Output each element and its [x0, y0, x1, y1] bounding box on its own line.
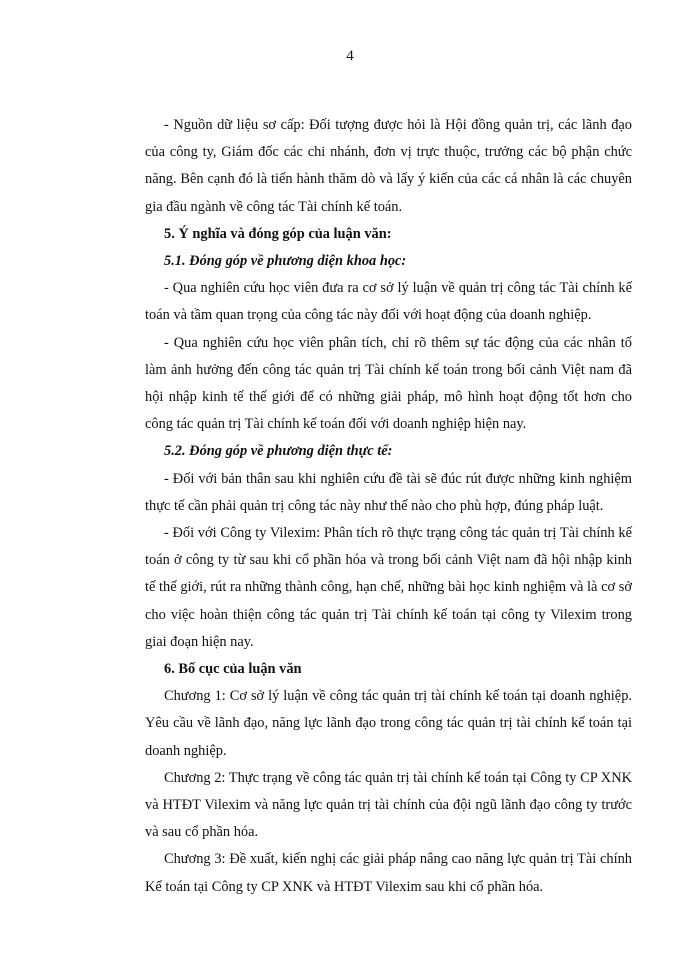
paragraph-data-sources: - Nguồn dữ liệu sơ cấp: Đối tượng được hỏi là Hội đồng quản trị, các lãnh đạo của công ty, Giám đốc các chi nhánh, đơn vị trực thuộc, trưởng các bộ phận chức năng. Bên cạnh đó là tiến hành thăm dò và lấy ý kiến của các cá nhân là các chuyên gia đầu ngành về công tác Tài chính kế toán.: [145, 117, 632, 215]
paragraph-chapter-1: Chương 1: Cơ sở lý luận về công tác quản trị tài chính kế toán tại doanh nghiệp. Yêu cầu về lãnh đạo, năng lực lãnh đạo trong công tác quản trị tài chính kế toán tại doanh nghiệp.: [145, 688, 632, 759]
heading-significance: 5. Ý nghĩa và đóng góp của luận văn:: [164, 225, 392, 242]
subheading-scientific: 5.1. Đóng góp về phương diện khoa học:: [164, 253, 407, 270]
paragraph-practical-1: - Đối với bản thân sau khi nghiên cứu đề tài sẽ đúc rút được những kinh nghiệm thực tế cần phải quản trị công tác này như thế nào cho phù hợp, đúng pháp luật.: [145, 470, 632, 514]
subheading-practical: 5.2. Đóng góp về phương diện thực tế:: [164, 443, 393, 460]
paragraph-scientific-2: - Qua nghiên cứu học viên phân tích, chỉ rõ thêm sự tác động của các nhân tố làm ảnh hưởng đến công tác quản trị Tài chính kế toán trong bối cảnh Việt nam đã hội nhập kinh tế thế giới để có những giải pháp, mô hình hoạt động tốt hơn cho công tác quản trị Tài chính kế toán đối với doanh nghiệp hiện nay.: [145, 334, 632, 433]
paragraph-scientific-1: - Qua nghiên cứu học viên đưa ra cơ sở lý luận về quản trị công tác Tài chính kế toán và tầm quan trọng của công tác này đối với hoạt động của doanh nghiệp.: [145, 280, 632, 324]
paragraph-chapter-3: Chương 3: Đề xuất, kiến nghị các giải pháp nâng cao năng lực quản trị Tài chính Kế toán tại Công ty CP XNK và HTĐT Vilexim sau khi cổ phần hóa.: [145, 851, 632, 895]
heading-structure: 6. Bố cục của luận văn: [164, 661, 302, 678]
page-number: 4: [346, 48, 354, 64]
document-body: [145, 112, 632, 901]
paragraph-practical-2: - Đối với Công ty Vilexim: Phân tích rõ thực trạng công tác quản trị Tài chính kế toán ở công ty từ sau khi cổ phần hóa và trong bối cảnh Việt nam đã hội nhập kinh tế thế giới, rút ra những thành công, hạn chế, những bài học kinh nghiệm và là cơ sở cho việc hoàn thiện công tác quản trị Tài chính kế toán tại công ty Vilexim trong giai đoạn hiện nay.: [145, 525, 632, 650]
paragraph-chapter-2: Chương 2: Thực trạng về công tác quản trị tài chính kế toán tại Công ty CP XNK và HTĐT Vilexim và năng lực quản trị tài chính của đội ngũ lãnh đạo công ty trước và sau cổ phần hóa.: [145, 769, 632, 841]
